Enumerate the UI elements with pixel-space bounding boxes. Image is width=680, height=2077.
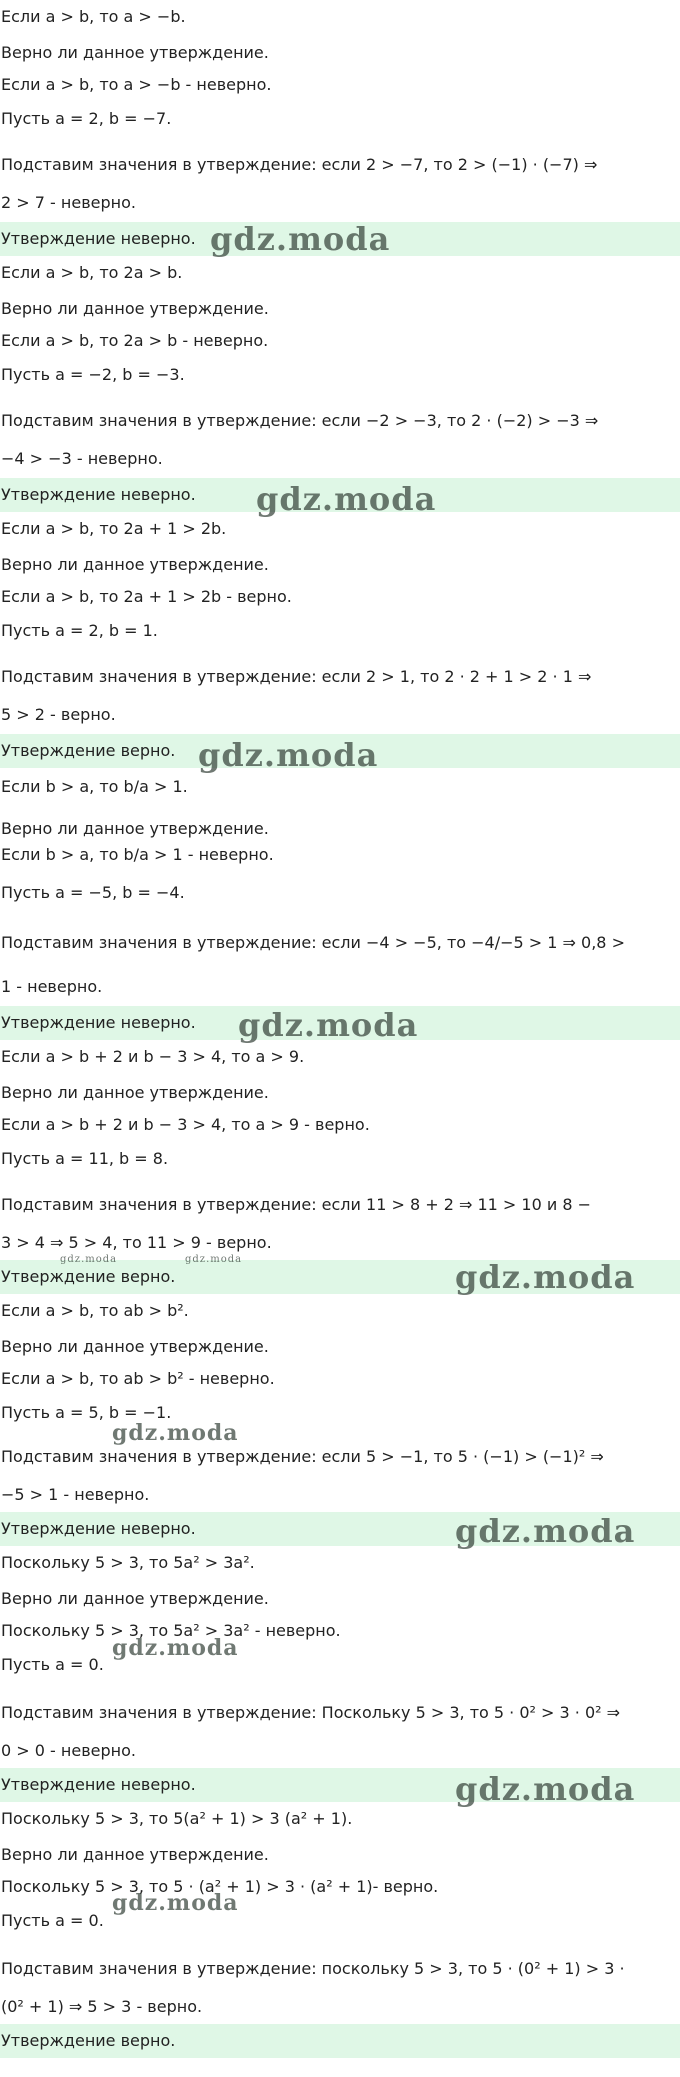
- substitution-continuation: 1 - неверно.: [1, 977, 103, 996]
- verdict-line: Если a > b, то ab > b² - неверно.: [1, 1369, 275, 1388]
- assumption-line: Пусть a = −2, b = −3.: [1, 365, 185, 384]
- watermark-logo: gdz.moda: [256, 480, 437, 518]
- watermark-logo: gdz.moda: [112, 1890, 239, 1916]
- statement-line: Поскольку 5 > 3, то 5(a² + 1) > 3 (a² + 1).: [1, 1809, 353, 1828]
- conclusion-line: Утверждение неверно.: [0, 478, 680, 512]
- watermark-small: gdz.moda: [185, 1254, 243, 1265]
- statement-line: Если b > a, то b/a > 1.: [1, 777, 188, 796]
- conclusion-line: Утверждение неверно.: [0, 1512, 680, 1546]
- question-line: Верно ли данное утверждение.: [1, 1337, 269, 1356]
- assumption-line: Пусть a = 5, b = −1.: [1, 1403, 172, 1422]
- substitution-line: Подставим значения в утверждение: если −4 > −5, то −4/−5 > 1 ⇒ 0,8 >: [1, 933, 625, 952]
- conclusion-line: Утверждение верно.: [0, 2024, 680, 2058]
- substitution-continuation: 2 > 7 - неверно.: [1, 193, 136, 212]
- assumption-line: Пусть a = 0.: [1, 1911, 104, 1930]
- substitution-continuation: 5 > 2 - верно.: [1, 705, 116, 724]
- substitution-line: Подставим значения в утверждение: если 5 > −1, то 5 · (−1) > (−1)² ⇒: [1, 1447, 604, 1466]
- assumption-line: Пусть a = 11, b = 8.: [1, 1149, 169, 1168]
- assumption-line: Пусть a = 2, b = −7.: [1, 109, 172, 128]
- assumption-line: Пусть a = 2, b = 1.: [1, 621, 158, 640]
- substitution-continuation: −5 > 1 - неверно.: [1, 1485, 150, 1504]
- watermark-logo: gdz.moda: [112, 1420, 239, 1446]
- substitution-line: Подставим значения в утверждение: если −2 > −3, то 2 · (−2) > −3 ⇒: [1, 411, 599, 430]
- substitution-line: Подставим значения в утверждение: если 11 > 8 + 2 ⇒ 11 > 10 и 8 −: [1, 1195, 592, 1214]
- question-line: Верно ли данное утверждение.: [1, 819, 269, 838]
- verdict-line: Поскольку 5 > 3, то 5 · (a² + 1) > 3 · (a² + 1)- верно.: [1, 1877, 439, 1896]
- conclusion-line: Утверждение верно.: [0, 1260, 680, 1294]
- assumption-line: Пусть a = 0.: [1, 1655, 104, 1674]
- statement-line: Если a > b, то 2a + 1 > 2b.: [1, 519, 227, 538]
- verdict-line: Если a > b, то 2a > b - неверно.: [1, 331, 269, 350]
- watermark-logo: gdz.moda: [455, 1770, 636, 1808]
- question-line: Верно ли данное утверждение.: [1, 1589, 269, 1608]
- conclusion-line: Утверждение верно.: [0, 734, 680, 768]
- watermark-small: gdz.moda: [60, 1254, 118, 1265]
- watermark-logo: gdz.moda: [210, 220, 391, 258]
- substitution-continuation: −4 > −3 - неверно.: [1, 449, 163, 468]
- question-line: Верно ли данное утверждение.: [1, 1845, 269, 1864]
- substitution-line: Подставим значения в утверждение: если 2 > −7, то 2 > (−1) · (−7) ⇒: [1, 155, 598, 174]
- watermark-logo: gdz.moda: [112, 1635, 239, 1661]
- watermark-logo: gdz.moda: [198, 736, 379, 774]
- assumption-line: Пусть a = −5, b = −4.: [1, 883, 185, 902]
- watermark-logo: gdz.moda: [455, 1258, 636, 1296]
- substitution-line: Подставим значения в утверждение: поскольку 5 > 3, то 5 · (0² + 1) > 3 ·: [1, 1959, 625, 1978]
- question-line: Верно ли данное утверждение.: [1, 555, 269, 574]
- statement-line: Если a > b, то 2a > b.: [1, 263, 183, 282]
- statement-line: Если a > b + 2 и b − 3 > 4, то a > 9.: [1, 1047, 305, 1066]
- conclusion-line: Утверждение неверно.: [0, 1006, 680, 1040]
- substitution-continuation: (0² + 1) ⇒ 5 > 3 - верно.: [1, 1997, 203, 2016]
- question-line: Верно ли данное утверждение.: [1, 1083, 269, 1102]
- verdict-line: Если b > a, то b/a > 1 - неверно.: [1, 845, 274, 864]
- verdict-line: Если a > b + 2 и b − 3 > 4, то a > 9 - верно.: [1, 1115, 370, 1134]
- substitution-continuation: 0 > 0 - неверно.: [1, 1741, 136, 1760]
- watermark-logo: gdz.moda: [455, 1512, 636, 1550]
- substitution-line: Подставим значения в утверждение: если 2 > 1, то 2 · 2 + 1 > 2 · 1 ⇒: [1, 667, 592, 686]
- substitution-continuation: 3 > 4 ⇒ 5 > 4, то 11 > 9 - верно.: [1, 1233, 272, 1252]
- question-line: Верно ли данное утверждение.: [1, 299, 269, 318]
- verdict-line: Если a > b, то a > −b - неверно.: [1, 75, 272, 94]
- statement-line: Поскольку 5 > 3, то 5a² > 3a².: [1, 1553, 255, 1572]
- conclusion-line: Утверждение неверно.: [0, 222, 680, 256]
- question-line: Верно ли данное утверждение.: [1, 43, 269, 62]
- substitution-line: Подставим значения в утверждение: Поскольку 5 > 3, то 5 · 0² > 3 · 0² ⇒: [1, 1703, 621, 1722]
- statement-line: Если a > b, то ab > b².: [1, 1301, 189, 1320]
- verdict-line: Поскольку 5 > 3, то 5a² > 3a² - неверно.: [1, 1621, 341, 1640]
- verdict-line: Если a > b, то 2a + 1 > 2b - верно.: [1, 587, 292, 606]
- conclusion-line: Утверждение неверно.: [0, 1768, 680, 1802]
- watermark-logo: gdz.moda: [238, 1006, 419, 1044]
- statement-line: Если a > b, то a > −b.: [1, 7, 186, 26]
